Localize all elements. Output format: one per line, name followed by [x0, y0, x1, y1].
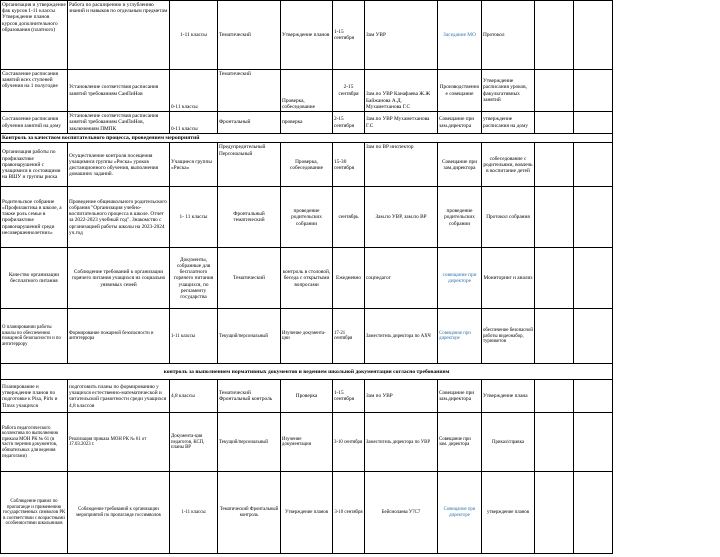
cell-object: 1-11 классы: [170, 309, 218, 364]
cell-object: 1-11 классы: [170, 472, 218, 554]
cell-empty: [535, 380, 574, 413]
cell-date: 2-15 сентября: [333, 70, 365, 112]
cell-discussion: Совещание при зам.директора: [438, 380, 482, 413]
cell-responsible: Зам.по УВР Канафаева Ж.Ж Байжанова А.Д. Мухаметханова Г.С: [365, 70, 438, 112]
cell-goal: Осуществление контроля посещения учащимися группы «Риска» уроков дистанционного обучения, выполнения домашних заданий.: [68, 143, 170, 187]
cell-date: 15-30 сентября: [333, 143, 365, 187]
cell-empty: [574, 472, 613, 554]
cell-result: утверждение планов: [482, 472, 535, 554]
cell-goal: Соблюдение требований к организации горячего питания учащихся из социально уязвимых семей: [68, 248, 170, 309]
cell-topic: Соблюдение правил по пропаганде и применению государственных символов РК в соответствии с возрастными особенностями школьников: [1, 472, 68, 554]
table-row: [1, 380, 613, 413]
cell-method: Проверка, собеседование: [281, 143, 333, 187]
cell-discussion: Заседание МО: [438, 1, 482, 70]
cell-result: Приказ/справка: [482, 413, 535, 472]
cell-empty: [574, 380, 613, 413]
cell-empty: [535, 309, 574, 364]
cell-type: Предупредительный Персональный: [218, 143, 281, 187]
cell-discussion: Совещание при зам.директора: [438, 143, 482, 187]
cell-date: 1-15 сентября: [333, 1, 365, 70]
cell-object: 4,8 классы: [170, 380, 218, 413]
cell-responsible: Заместитель директора по УВР: [365, 413, 438, 472]
cell-empty: [535, 187, 574, 248]
cell-empty: [574, 413, 613, 472]
cell-date: сентябрь: [333, 187, 365, 248]
table-row: [1, 248, 613, 309]
cell-responsible: Зам по УВР: [365, 380, 438, 413]
cell-result: Утверждение расписания уроков, факультативных занятий: [482, 70, 535, 112]
cell-discussion: Совещание при зам.директора: [438, 112, 482, 134]
cell-result: Протокол собрания: [482, 187, 535, 248]
cell-topic: Составление расписания обучения занятий на дому: [1, 112, 68, 134]
cell-result: Протокол: [482, 1, 535, 70]
section-title: контроль за выполнением нормативных документов и ведением школьной документации согласно требованиям: [1, 364, 613, 380]
cell-topic: Организация работы по профилактике правонарушений с учащимися в состоящими на ВШУ и группы риска: [1, 143, 68, 187]
cell-method: проведение родительских собрании: [281, 187, 333, 248]
cell-type: Тематический Фронтальный контроль: [218, 380, 281, 413]
section-header-row: [1, 134, 613, 143]
table-row: [1, 472, 613, 554]
section-header-row: [1, 364, 613, 380]
cell-topic: Планирование и утверждение планов по подготовке к Pisa, Pirls и Timss учащихся: [1, 380, 68, 413]
cell-topic: О планировании работы школы по обеспечению пожарной безопасности и по антитеррору: [1, 309, 68, 364]
cell-object: Учащиеся группы «Риска»: [170, 143, 218, 187]
cell-discussion: Совещание при зам. директора: [438, 413, 482, 472]
table-row: [1, 143, 613, 187]
cell-date: 3-10 сентября: [333, 413, 365, 472]
cell-result: Мониторинг и анализ: [482, 248, 535, 309]
cell-result: обеспечение безопасной работы видеонабор, турникетов: [482, 309, 535, 364]
cell-topic: Организация и утверждение фак курсов 1-11 классы Утверждение планов курсов дополнительного образования (платного): [1, 1, 68, 70]
cell-empty: [535, 70, 574, 112]
cell-method: контроль в столовой, беседа с открытыми вопросами: [281, 248, 333, 309]
cell-empty: [535, 413, 574, 472]
cell-empty: [535, 1, 574, 70]
section-title: Контроль за качеством воспитательного процесса, проведением мероприятий: [1, 134, 613, 143]
cell-topic: Работа педагогического коллектива по выполнению приказа МОН РК № 61 (в части перечня документов, обязательных для ведения педагогами): [1, 413, 68, 472]
cell-type: Тематический: [218, 248, 281, 309]
cell-empty: [574, 112, 613, 134]
cell-goal: Установление соответствия расписания занятий требованиям СанПиНов, заключениям ПМПК: [68, 112, 170, 134]
cell-object: 0-11 классы: [170, 70, 218, 112]
cell-method: Проверка: [281, 380, 333, 413]
cell-type: Тематический Фронтальный контроль: [218, 472, 281, 554]
cell-type: Тематический: [218, 1, 281, 70]
cell-responsible: Зам УВР: [365, 1, 438, 70]
cell-topic: Составление расписания занятий всех ступеней обучения на 1 полугодие: [1, 70, 68, 112]
table-row: [1, 70, 613, 112]
cell-empty: [574, 248, 613, 309]
cell-object: Документа-ция педагогов, КСП, планы ВР: [170, 413, 218, 472]
cell-method: Утверждение планов: [281, 472, 333, 554]
cell-goal: Реализация приказа МОН РК № 61 от 17.03.2023 г.: [68, 413, 170, 472]
cell-date: 2-15 сентября: [333, 112, 365, 134]
cell-responsible: Зам.по УВР Мухаметханова Г.С: [365, 112, 438, 134]
cell-method: Изучение документации: [281, 413, 333, 472]
cell-discussion: совещание при директоре: [438, 248, 482, 309]
cell-date: 3-10 сентября: [333, 472, 365, 554]
cell-type: Фронтальный тематический: [218, 187, 281, 248]
cell-object: 1- 11 классы: [170, 187, 218, 248]
cell-method: Проверка, собеседование: [281, 70, 333, 112]
table-row: [1, 413, 613, 472]
table-row: [1, 1, 613, 70]
cell-date: Ежедневно: [333, 248, 365, 309]
cell-object: 0-11 классы: [170, 112, 218, 134]
cell-empty: [535, 248, 574, 309]
table-row: [1, 309, 613, 364]
cell-responsible: Зам по ВР инспектор: [365, 143, 438, 187]
cell-method: Изучение документа-ции: [281, 309, 333, 364]
cell-discussion: Совещание при директоре: [438, 472, 482, 554]
cell-responsible: Зам.по УВР, зам.по ВР: [365, 187, 438, 248]
cell-type: Текущий/персональный: [218, 309, 281, 364]
side-mark: .: [612, 334, 614, 340]
cell-topic: Родительское собрание «Профилактика в школе, а также роль семьи в профилактике правонарушений среди несовершеннолетних»: [1, 187, 68, 248]
cell-empty: [574, 143, 613, 187]
cell-goal: Установление соответствия расписания занятий требованиям СанПиНов: [68, 70, 170, 112]
cell-empty: [574, 1, 613, 70]
cell-discussion: Производственное совещание: [438, 70, 482, 112]
table-row: [1, 187, 613, 248]
cell-discussion: Совещание при директоре: [438, 309, 482, 364]
cell-date: 1-15 сентября: [333, 380, 365, 413]
cell-empty: [574, 309, 613, 364]
cell-empty: [574, 70, 613, 112]
cell-empty: [535, 143, 574, 187]
cell-responsible: соцпедагог: [365, 248, 438, 309]
cell-empty: [535, 472, 574, 554]
cell-goal: Работа по расширению и углублению знаний и навыков по отдельным предметам: [68, 1, 170, 70]
cell-method: проверка: [281, 112, 333, 134]
cell-method: Утверждение планов: [281, 1, 333, 70]
table-row: [1, 112, 613, 134]
cell-result: собеседование с родительями, вовлечь в воспитание детей: [482, 143, 535, 187]
cell-goal: подготовить планы по формированию у учащихся естественно-математической и читательской грамотности среди учащихся 4,8 классов: [68, 380, 170, 413]
cell-responsible: Заместитель директора по АХЧ: [365, 309, 438, 364]
cell-type: Фронтальный: [218, 112, 281, 134]
cell-discussion: проведение родительских собрании: [438, 187, 482, 248]
cell-object: Документы, собранные для бесплатного горячего питания учащихся, по регламенту государства: [170, 248, 218, 309]
cell-result: утверждение расписания на дому: [482, 112, 535, 134]
cell-goal: Формирование пожарной безопасности и антитеррора: [68, 309, 170, 364]
cell-object: 1-11 классы: [170, 1, 218, 70]
cell-goal: Соблюдение требований к организации мероприятий по пропаганде госсимволов: [68, 472, 170, 554]
cell-type: Текущий/персональный: [218, 413, 281, 472]
cell-goal: Проведение общешкольного родительского собрания "Организация учебно-воспитательного процесса в школе. Отчет за 2022-2023 учебный год". Знакомство с организацией работы школы на 2023-2024 уч.год: [68, 187, 170, 248]
cell-empty: [535, 112, 574, 134]
cell-result: Утверждение плана: [482, 380, 535, 413]
cell-responsible: Бейсмолаева У7С7: [365, 472, 438, 554]
cell-date: 17-21 сентября: [333, 309, 365, 364]
cell-topic: Качество организации бесплатного питания: [1, 248, 68, 309]
cell-type: Тематический: [218, 70, 281, 112]
cell-empty: [574, 187, 613, 248]
